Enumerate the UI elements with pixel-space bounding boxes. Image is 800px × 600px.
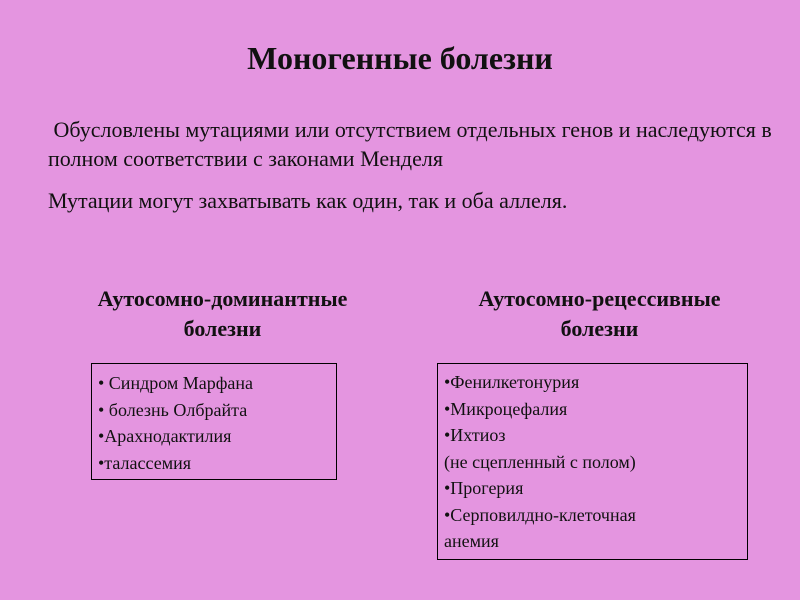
autosomal-dominant-list-box xyxy=(91,363,337,480)
autosomal-recessive-list-box xyxy=(437,363,748,560)
list-item: •Фенилкетонурия xyxy=(444,372,580,392)
list-item: •Арахнодактилия xyxy=(98,426,232,446)
list-item: •Прогерия xyxy=(444,478,524,498)
list-item: • Синдром Марфана xyxy=(98,373,254,393)
list-item: •Серповилдно-клеточная xyxy=(444,504,636,525)
list-item: •Ихтиоз xyxy=(444,425,506,445)
list-item: анемия xyxy=(444,531,499,551)
list-item: •Микроцефалия xyxy=(444,398,568,419)
autosomal-dominant-heading: Аутосомно-доминантные болезни xyxy=(97,286,348,341)
autosomal-recessive-list xyxy=(444,369,741,555)
list-item: • болезнь Олбрайта xyxy=(98,399,248,420)
list-item: (не сцепленный с полом) xyxy=(444,451,636,472)
mutation-paragraph: Мутации могут захватывать как один, так и оба аллеля. xyxy=(48,188,568,213)
intro-paragraph xyxy=(48,115,778,173)
autosomal-dominant-list xyxy=(98,370,330,476)
intro-text: Обусловлены мутациями или отсутствием отдельных генов и наследуются в полном соответствии с законами Менделя xyxy=(48,117,772,171)
slide-title: Моногенные болезни xyxy=(247,40,553,76)
list-item: •талассемия xyxy=(98,452,191,473)
autosomal-recessive-heading: Аутосомно-рецессивные болезни xyxy=(478,286,721,341)
